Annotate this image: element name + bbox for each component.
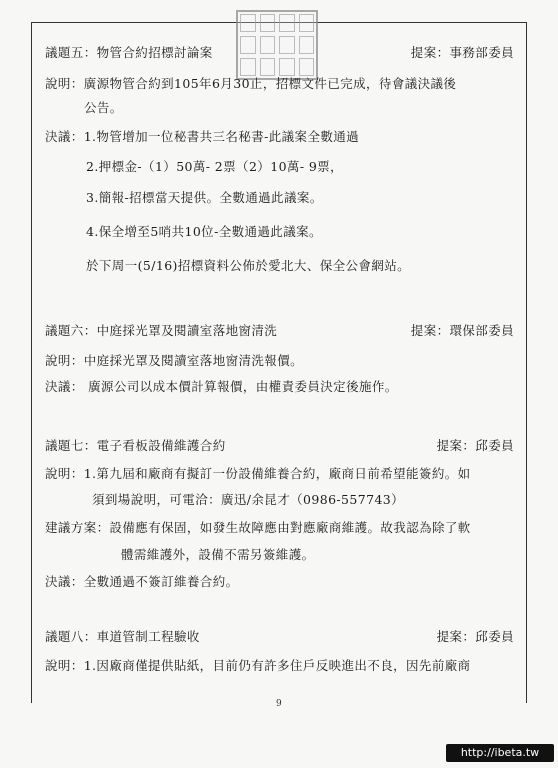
item-5-title: 議題五：物管合約招標討論案 <box>45 45 213 60</box>
item-7-proposal-2: 體需維護外，設備不需另簽維護。 <box>121 547 315 562</box>
item-6-proposer: 提案：環保部委員 <box>410 323 514 338</box>
site-watermark: http://ibeta.tw <box>446 744 554 762</box>
item-8-explanation: 說明：1.因廠商僅提供貼紙，目前仍有許多住戶反映進出不良，因先前廠商 <box>45 658 471 673</box>
item-8-title: 議題八：車道管制工程驗收 <box>45 629 200 644</box>
item-7-proposal-1: 建議方案：設備應有保固，如發生故障應由對應廠商維護。故我認為除了軟 <box>45 520 471 535</box>
item-7-resolution: 決議：全數通過不簽訂維養合約。 <box>45 574 239 589</box>
item-5-resolution-3: 3.簡報-招標當天提供。全數通過此議案。 <box>86 190 323 205</box>
item-6-title: 議題六：中庭採光罩及閱讀室落地窗清洗 <box>45 323 278 338</box>
item-5-resolution-note: 於下周一(5/16)招標資料公佈於愛北大、保全公會網站。 <box>86 258 411 273</box>
seal-stamp <box>236 10 318 80</box>
page-number: 9 <box>276 699 282 709</box>
item-5-resolution-2: 2.押標金-（1）50萬- 2票（2）10萬- 9票， <box>86 159 343 174</box>
item-5-explanation: 說明：廣源物管合約到105年6月30止，招標文件已完成，待會議決議後 <box>45 76 457 91</box>
item-5-explanation-cont: 公告。 <box>84 100 123 115</box>
item-7-proposer: 提案：邱委員 <box>436 438 514 453</box>
item-8-proposer: 提案：邱委員 <box>436 629 514 644</box>
item-7-title: 議題七：電子看板設備維護合約 <box>45 438 226 453</box>
item-7-explanation-2: 須到場說明，可電洽：廣迅/余昆才（0986-557743） <box>92 492 405 507</box>
item-5-resolution-4: 4.保全增至5哨共10位-全數通過此議案。 <box>86 224 322 239</box>
item-5-resolution-1: 決議：1.物管增加一位秘書共三名秘書-此議案全數通過 <box>45 129 360 144</box>
item-6-resolution: 決議： 廣源公司以成本價計算報價，由權責委員決定後施作。 <box>45 379 398 394</box>
item-5-proposer: 提案：事務部委員 <box>410 45 514 60</box>
item-7-explanation-1: 說明：1.第九屆和廠商有擬訂一份設備維養合約，廠商日前希望能簽約。如 <box>45 466 471 481</box>
item-6-explanation: 說明：中庭採光罩及閱讀室落地窗清洗報價。 <box>45 353 304 368</box>
